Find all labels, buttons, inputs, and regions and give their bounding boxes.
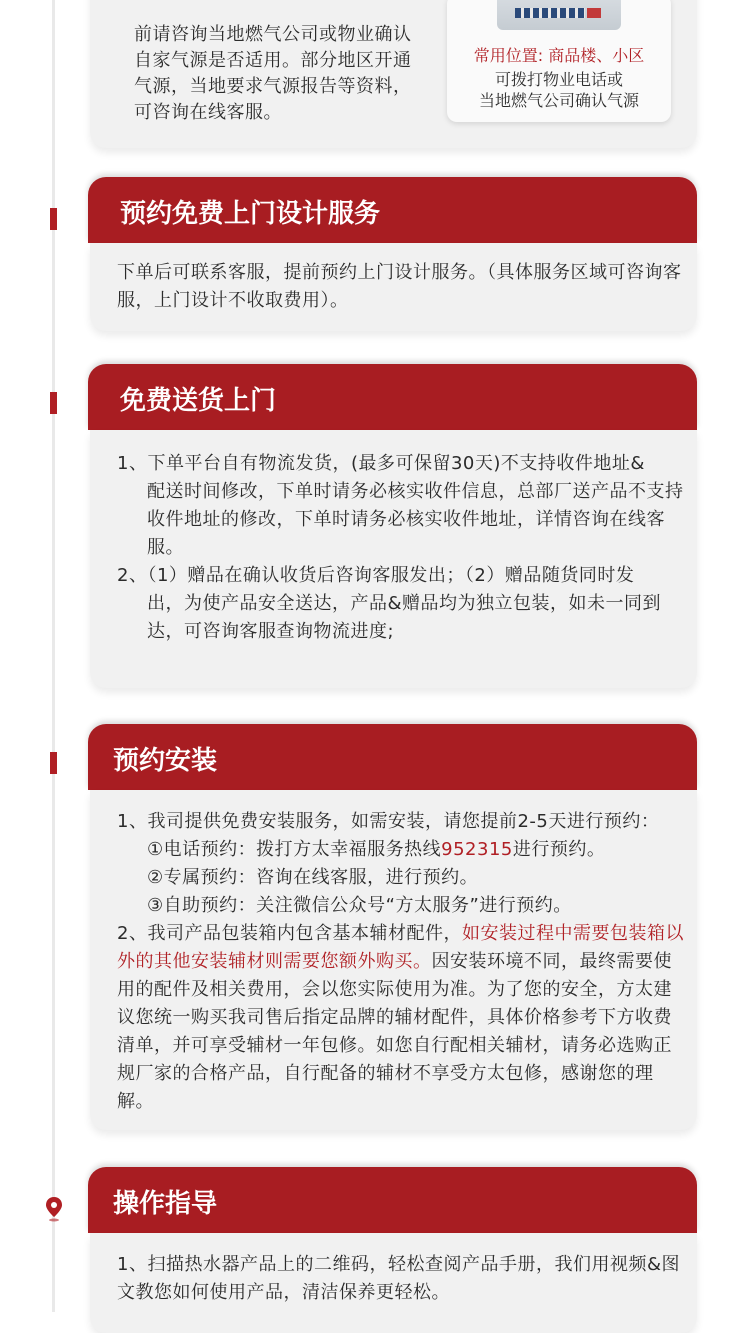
gas-text-line: 前请咨询当地燃气公司或物业确认 bbox=[134, 24, 412, 45]
meter-digits bbox=[515, 8, 585, 18]
meter-caption-line: 可拨打物业电话或 bbox=[494, 70, 623, 89]
timeline-marker bbox=[50, 208, 57, 230]
extra-materials-note: 如安装过程中需要包装箱以外的其他安装辅材则需要您额外购买。 bbox=[117, 923, 684, 972]
section-card-delivery bbox=[90, 430, 697, 688]
list-item-continued: 配送时间修改，下单时请务必核实收件信息，总部厂送产品不支持收件地址的修改，下单时请务必核实收件地址，详情咨询在线客服。 bbox=[147, 481, 684, 558]
list-item: 2、我司产品包装箱内包含基本辅材配件，如安装过程中需要包装箱以外的其他安装辅材则需要您额外购买。因安装环境不同，最终需要使用的配件及相关费用，会以您实际使用为准。为了您的安全，方太建议您统一购买我司售后指定品牌的辅材配件，具体价格参考下方收费清单，并可享受辅材一年包修。如您自行配相关辅材，请务必选购正规厂家的合格产品，自行配备的辅材不享受方太包修，感谢您的理解。 bbox=[117, 923, 684, 1112]
list-item-continued: 出，为使产品安全送达，产品&赠品均为独立包装，如未一同到达，可咨询客服查询物流进度; bbox=[147, 593, 662, 642]
gas-text-line: 可咨询在线客服。 bbox=[134, 102, 282, 123]
section-body: 下单后可联系客服，提前预约上门设计服务。（具体服务区域可咨询客服，上门设计不收取费用）。 bbox=[117, 262, 682, 311]
list-item: 2、（1）赠品在确认收货后咨询客服发出；（2）赠品随货同时发 bbox=[117, 565, 635, 586]
gas-text-line: 自家气源是否适用。部分地区开通 bbox=[134, 50, 412, 71]
gas-source-text bbox=[134, 0, 434, 126]
sub-item-wechat: ③自助预约：关注微信公众号“方太服务”进行预约。 bbox=[147, 895, 572, 916]
timeline-line bbox=[52, 0, 55, 1312]
location-pin-icon bbox=[44, 1196, 64, 1222]
list-item: 1、扫描热水器产品上的二维码，轻松查阅产品手册，我们用视频&图文教您如何使用产品，清洁保养更轻松。 bbox=[117, 1254, 680, 1303]
gas-text-line: 气源，当地要求气源报告等资料， bbox=[134, 76, 412, 97]
sub-item-phone: ①电话预约：拨打方太幸福服务热线952315进行预约。 bbox=[147, 839, 606, 860]
section-card-install bbox=[90, 790, 697, 1130]
list-item: 1、我司提供免费安装服务，如需安装，请您提前2-5天进行预约： bbox=[117, 811, 660, 832]
meter-caption-location: 常用位置: 商品楼、小区 bbox=[473, 46, 645, 65]
section-title-guide: 操作指导 bbox=[88, 1167, 697, 1233]
meter-red-digit bbox=[587, 8, 601, 18]
section-title-delivery: 免费送货上门 bbox=[88, 364, 697, 430]
section-card-guide bbox=[90, 1233, 697, 1333]
gas-meter-panel bbox=[447, 0, 671, 122]
gas-meter-image bbox=[497, 0, 621, 30]
sub-item-online: ②专属预约：咨询在线客服，进行预约。 bbox=[147, 867, 479, 888]
section-title-design: 预约免费上门设计服务 bbox=[88, 177, 697, 243]
timeline-marker bbox=[50, 392, 57, 414]
service-hotline: 952315 bbox=[441, 839, 513, 860]
meter-caption-line: 当地燃气公司确认气源 bbox=[478, 91, 639, 110]
section-card-design bbox=[90, 243, 697, 331]
section-title-install: 预约安装 bbox=[88, 724, 697, 790]
list-item: 1、下单平台自有物流发货，(最多可保留30天)不支持收件地址& bbox=[117, 453, 645, 474]
timeline-marker bbox=[50, 752, 57, 774]
